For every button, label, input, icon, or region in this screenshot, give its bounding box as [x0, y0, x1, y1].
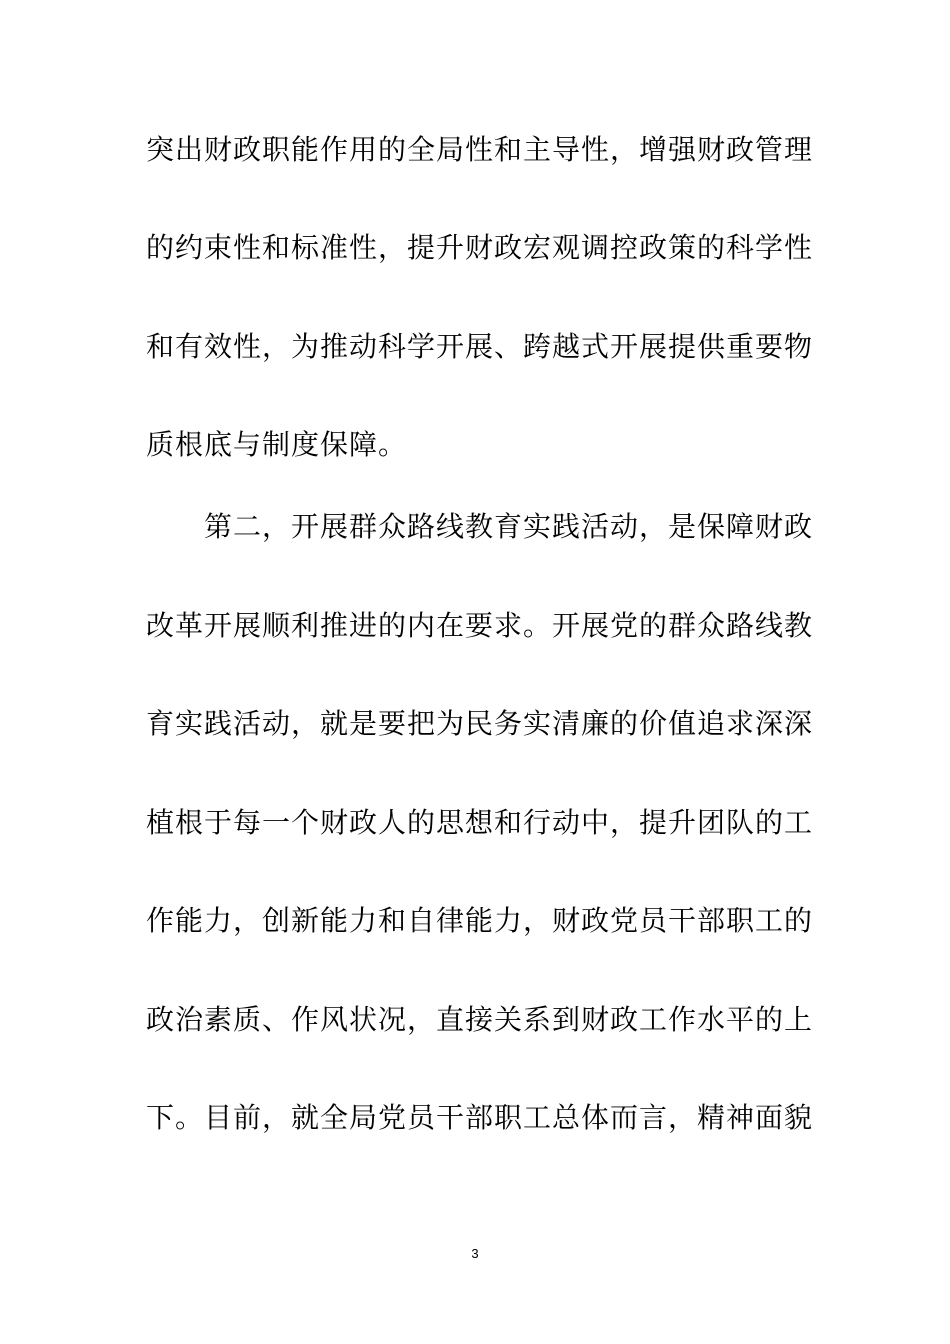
text-line-10: 政治素质、作风状况，直接关系到财政工作水平的上	[146, 1003, 814, 1036]
text-line-5: 第二，开展群众路线教育实践活动，是保障财政	[204, 510, 814, 543]
text-line-7: 育实践活动，就是要把为民务实清廉的价值追求深深	[146, 707, 814, 740]
page-number: 3	[471, 1246, 479, 1261]
text-line-6: 改革开展顺利推进的内在要求。开展党的群众路线教	[146, 609, 814, 642]
text-line-9: 作能力，创新能力和自律能力，财政党员干部职工的	[146, 904, 814, 937]
text-line-4: 质根底与制度保障。	[146, 428, 408, 461]
text-line-3: 和有效性，为推动科学开展、跨越式开展提供重要物	[146, 330, 814, 363]
text-line-11: 下。目前，就全局党员干部职工总体而言，精神面貌	[146, 1101, 814, 1134]
text-line-1: 突出财政职能作用的全局性和主导性，增强财政管理	[146, 133, 814, 166]
text-line-2: 的约束性和标准性，提升财政宏观调控政策的科学性	[146, 231, 814, 264]
text-line-8: 植根于每一个财政人的思想和行动中，提升团队的工	[146, 806, 814, 839]
